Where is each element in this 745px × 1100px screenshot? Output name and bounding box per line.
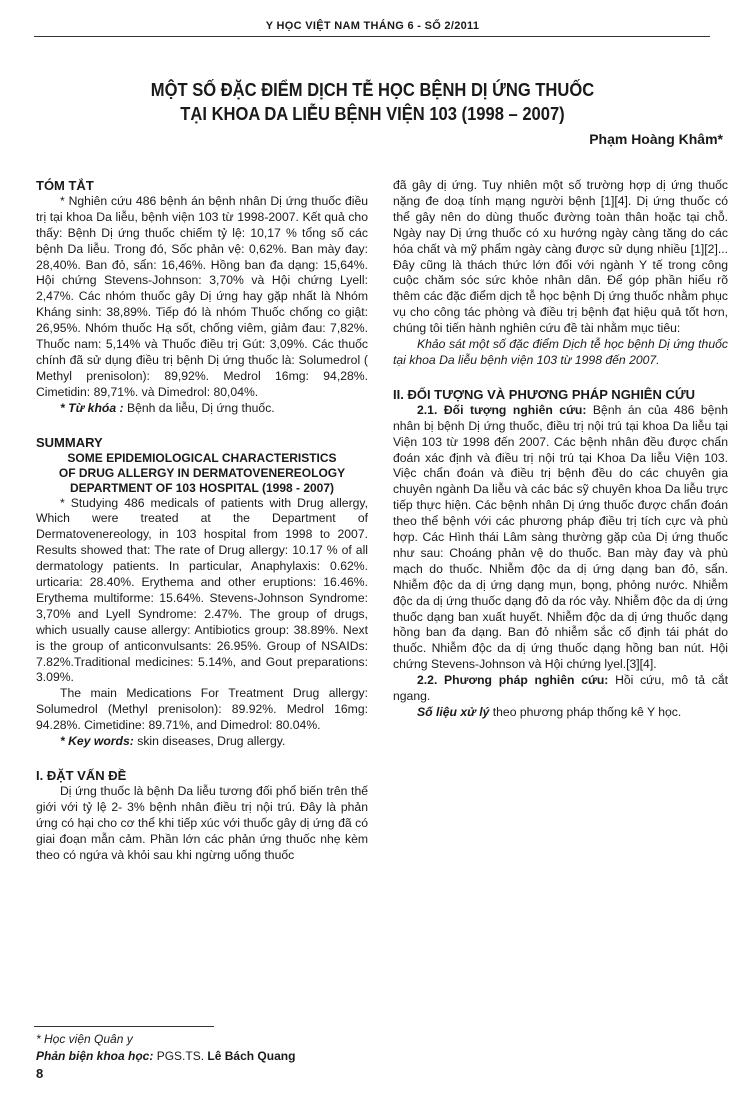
footnote-affiliation: * Học viện Quân y	[36, 1032, 133, 1046]
section2-sub2-text: Hồi cứu, mô tả cắt ngang.	[393, 673, 728, 704]
reviewer-name: Lê Bách Quang	[207, 1049, 296, 1063]
summary-title-line-3: DEPARTMENT OF 103 HOSPITAL (1998 - 2007)	[69, 480, 335, 495]
section1-heading: I. ĐẶT VẤN ĐỀ	[36, 768, 127, 783]
tomtat-keywords-text: Bệnh da liễu, Dị ứng thuốc.	[126, 400, 275, 415]
summary-body: * Studying 486 medicals of patients with Drug allergy, Which were treated at the Department of Dermatovenereology, in 103 hospital from 1998 to 2007. Results showed that: The rate of Drug allergy: 10.17 % of all dermatology patients. In particular, Anaphylaxis: 0.62%. urticaria: 28.40%. Erythema and other eruptions: 16.46%. Erythema multiforme: 15.64%. Stevens-Johnson Syndrome: 3,70% and Lyell Syndrome: 2.47%. The group of drugs, which usually cause allergy: Antibiotics group: 38.89%. Next is the group of anticonvulsants: 26.95%. Group of NSAIDs: 7.82%.Traditional medicines: 5.14%, and Gout preparations: 3.09%.	[36, 495, 368, 685]
right-column	[393, 178, 728, 721]
section2-sub1-text: Bệnh án của 486 bệnh nhân bị bệnh Dị ứng thuốc, điều trị nội trú tại khoa Da liễu tại Viện 103 từ 1998 đến 2007. Các bệnh nhân đều được chẩn đoán xác định và điều trị nội trú tại Khoa Da liễu Viện 103. Việc chẩn đoán và điều trị bệnh đều do các chuyên gia chuyên ngành Da liễu và các bác sỹ chuyên khoa Da liễu trực tiếp thực hiện. Các bệnh nhân Dị ứng thuốc được chẩn đoán theo thể bệnh với các phương pháp điều trị tích cực và phù hợp. Các Hình thái Lâm sàng thường gặp của Dị ứng thuốc như sau: Choáng phản vệ do thuốc. Ban mày đay và phù mạch do thuốc. Nhiễm độc da dị ứng dạng ban đỏ, sẩn. Nhiễm độc da dị ứng dạng mụn, bọng, phỏng nước. Nhiễm độc da dị ứng thuốc dạng đỏ da róc vảy. Nhiễm độc da dị ứng thuốc dạng ban xuất huyết. Nhiễm độc da dị ứng thuốc dạng hồng ban đa dạng. Ban đỏ nhiễm sắc cố định tái phát do thuốc. Nhiễm độc da dị ứng thuốc dạng hồng ban nút. Hội chứng Stevens-Johnson và Hội chứng lyel.[3][4].	[393, 402, 728, 672]
section2-sub2-label: 2.2. Phương pháp nghiên cứu:	[417, 673, 609, 688]
summary-title-line-1: SOME EPIDEMIOLOGICAL CHARACTERISTICS	[67, 450, 337, 465]
footnote-reviewer	[36, 1048, 295, 1065]
left-column	[36, 178, 368, 863]
author: Phạm Hoàng Khâm*	[589, 131, 723, 147]
tomtat-keywords-label: * Từ khóa :	[60, 400, 124, 415]
section2-sub2	[393, 673, 728, 705]
reviewer-title: PGS.TS.	[156, 1049, 205, 1063]
title-line-1: MỘT SỐ ĐẶC ĐIỂM DỊCH TỄ HỌC BỆNH DỊ ỨNG THUỐC	[150, 80, 595, 100]
section1-para1: Dị ứng thuốc là bệnh Da liễu tương đối phổ biến trên thế giới với tỷ lệ 2- 3% bệnh nhân điều trị nội trú. Đây là phản ứng có hại cho cơ thể khi tiếp xúc với thuốc gây dị ứng đã có giai đoạn mẫn cảm. Phần lớn các phản ứng thuốc nhẹ kèm theo có ngứa và khỏi sau khi ngừng uống thuốc	[36, 783, 368, 862]
section2-sub1-label: 2.1. Đối tượng nghiên cứu:	[417, 402, 587, 417]
tomtat-heading: TÓM TẮT	[36, 178, 94, 193]
section2-heading: II. ĐỐI TƯỢNG VÀ PHƯƠNG PHÁP NGHIÊN CỨU	[393, 386, 696, 402]
reviewer-label: Phản biện khoa học:	[36, 1049, 154, 1063]
footnotes	[36, 1031, 295, 1065]
summary-title-line-2: OF DRUG ALLERGY IN DERMATOVENEREOLOGY	[58, 465, 346, 480]
section1-para1-continued: đã gây dị ứng. Tuy nhiên một số trường hợp dị ứng thuốc nặng đe doạ tính mạng người bệnh [1][4]. Dị ứng thuốc có thể gây nên do dùng thuốc đường toàn thân hoặc tại chỗ. Ngày nay Dị ứng thuốc có xu hướng ngày càng tăng do các hóa chất và mỹ phẩm ngày càng được sử dụng nhiều [1][2]... Đây cũng là thách thức lớn đối với ngành Y tế trong công cuộc chăm sóc sức khỏe nhân dân. Để góp phần hiểu rõ thêm các đặc điểm dịch tễ học bệnh Dị ứng thuốc nhằm phục vụ cho công tác phòng và điều trị bệnh đạt hiệu quả tốt hơn, chúng tôi tiến hành nghiên cứu đề tài nhằm mục tiêu:	[393, 178, 728, 336]
running-header: Y HỌC VIỆT NAM THÁNG 6 - SỐ 2/2011	[265, 20, 480, 32]
section2-stats-text: theo phương pháp thống kê Y học.	[492, 705, 682, 719]
section2-stats	[393, 705, 728, 721]
page-number: 8	[36, 1066, 44, 1081]
summary-keywords-label: * Key words:	[60, 734, 134, 749]
article-title	[67, 78, 679, 126]
tomtat-keywords	[36, 401, 368, 417]
footnote-rule	[34, 1026, 214, 1027]
section2-sub1	[393, 403, 728, 673]
header-rule	[34, 36, 710, 37]
tomtat-body: * Nghiên cứu 486 bệnh án bệnh nhân Dị ứng thuốc điều trị tại khoa Da liễu, bệnh viện 103 từ 1998-2007. Kết quả cho thấy: Bệnh Dị ứng thuốc chiếm tỷ lệ: 10,17 % tổng số các bệnh Da liễu. Trong đó, Sốc phản vệ: 0,62%. Ban mày đay: 28,40%. Ban đỏ, sẩn: 16,46%. Hồng ban đa dạng: 15,64%. Hội chứng Stevens-Johnson: 3,70% và Hội chứng Lyell: 2,47%. Các nhóm thuốc gây Dị ứng hay gặp nhất là Nhóm Kháng sinh: 38,89%. Tiếp đó là nhóm Thuốc chống co giật: 26,95%. Nhóm thuốc Hạ sốt, chống viêm, giảm đau: 7,82%. Thuốc nam: 5,14% và Thuốc điều trị Gút: 3,09%. Các thuốc chính đã sử dụng điều trị bệnh Dị ứng thuốc là: Solumedrol ( Methyl prenisolon): 89,92%. Medrol 16mg: 94,28%. Cimetidin: 89,71%. và Dimedrol: 80,04%.	[36, 193, 368, 399]
summary-keywords	[36, 734, 368, 750]
summary-body-2: The main Medications For Treatment Drug allergy: Solumedrol (Methyl prenisolon): 89.92%. Medrol 16mg: 94.28%. Cimetidine: 89.71%, and Dimedrol: 80.04%.	[36, 686, 368, 733]
section2-stats-label: Số liệu xử lý	[417, 705, 490, 719]
title-line-2: TẠI KHOA DA LIỄU BỆNH VIỆN 103 (1998 – 2007)	[180, 104, 565, 124]
summary-keywords-text: skin diseases, Drug allergy.	[137, 734, 286, 749]
section1-objective: Khảo sát một số đặc điểm Dịch tễ học bệnh Dị ứng thuốc tại khoa Da liễu bệnh viện 103 từ 1998 đến 2007.	[393, 337, 728, 367]
summary-heading: SUMMARY	[36, 434, 103, 450]
